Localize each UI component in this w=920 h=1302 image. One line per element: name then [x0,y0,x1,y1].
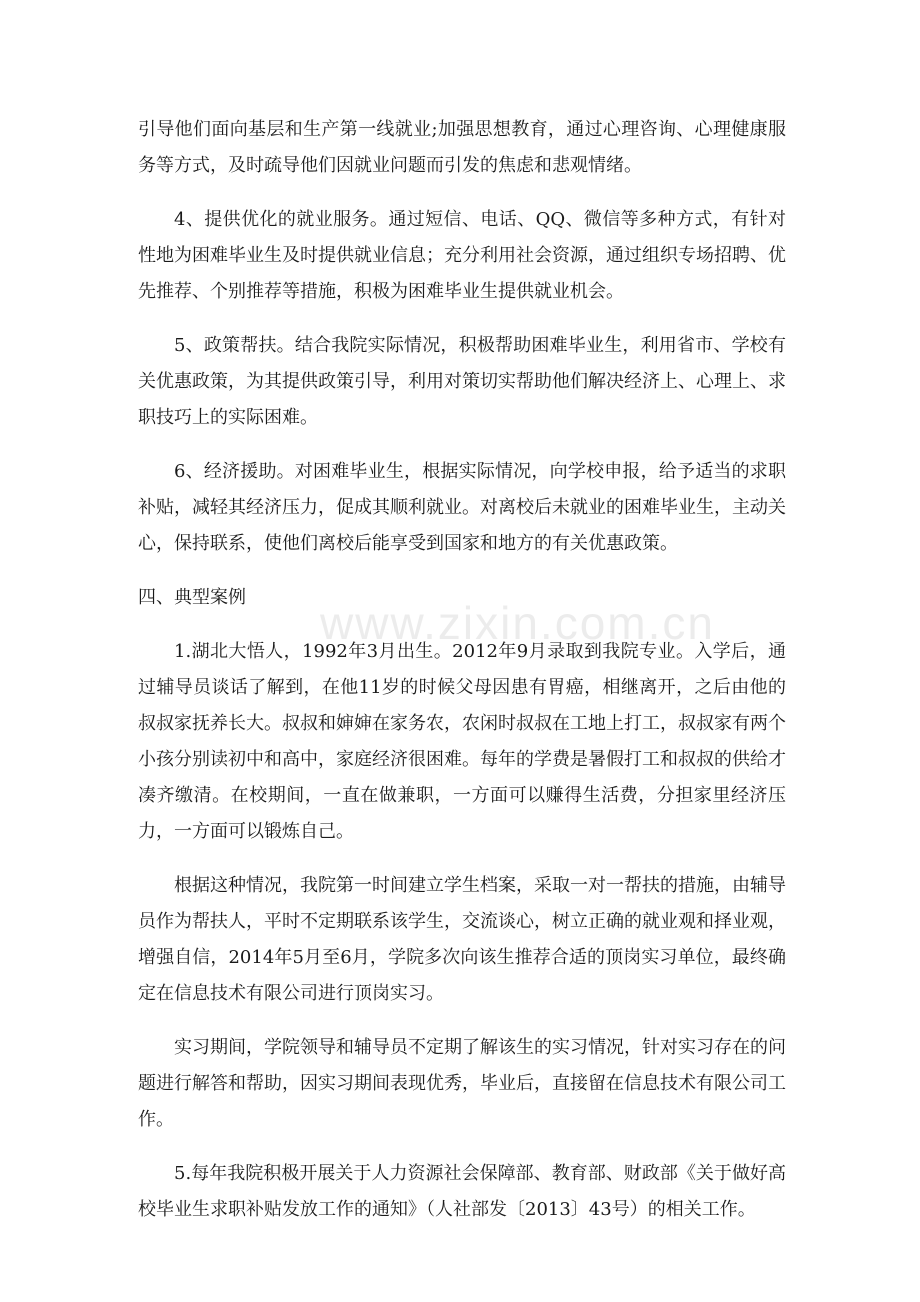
paragraph-case-5-subsidy: 5.每年我院积极开展关于人力资源社会保障部、教育部、财政部《关于做好高校毕业生求职补贴发放工作的通知》（人社部发〔2013〕43号）的相关工作。 [138,1163,786,1220]
paragraph-policy-support: 5、政策帮扶。结合我院实际情况，积极帮助困难毕业生，利用省市、学校有关优惠政策，为其提供政策引导，利用对策切实帮助他们解决经济上、心理上、求职技巧上的实际困难。 [138,335,786,428]
document-body [138,112,786,1246]
watermark: www.zixin.com.cn [320,597,715,649]
paragraph: 引导他们面向基层和生产第一线就业;加强思想教育，通过心理咨询、心理健康服务等方式，及时疏导他们因就业问题而引发的焦虑和悲观情绪。 [138,119,786,176]
section-heading-typical-cases: 四、典型案例 [138,587,246,608]
paragraph-case-1: 1.湖北大悟人，1992年3月出生。2012年9月录取到我院专业。入学后，通过辅导员谈话了解到，在他11岁的时候父母因患有胃癌，相继离开，之后由他的叔叔家抚养长大。叔叔和婶婶在家务农，农闲时叔叔在工地上打工，叔叔家有两个小孩分别读初中和高中，家庭经济很困难。每年的学费是暑假打工和叔叔的供给才凑齐缴清。在校期间，一直在做兼职，一方面可以赚得生活费，分担家里经济压力，一方面可以锻炼自己。 [138,641,786,842]
paragraph-case-1-measures: 根据这种情况，我院第一时间建立学生档案，采取一对一帮扶的措施，由辅导员作为帮扶人，平时不定期联系该学生，交流谈心，树立正确的就业观和择业观，增强自信，2014年5月至6月，学院多次向该生推荐合适的顶岗实习单位，最终确定在信息技术有限公司进行顶岗实习。 [138,875,786,1004]
paragraph-case-1-internship: 实习期间，学院领导和辅导员不定期了解该生的实习情况，针对实习存在的问题进行解答和帮助，因实习期间表现优秀，毕业后，直接留在信息技术有限公司工作。 [138,1037,786,1130]
paragraph-economic-aid: 6、经济援助。对困难毕业生，根据实际情况，向学校申报，给予适当的求职补贴，减轻其经济压力，促成其顺利就业。对离校后未就业的困难毕业生，主动关心，保持联系，使他们离校后能享受到国家和地方的有关优惠政策。 [138,461,786,554]
paragraph-employment-service: 4、提供优化的就业服务。通过短信、电话、QQ、微信等多种方式，有针对性地为困难毕业生及时提供就业信息；充分利用社会资源，通过组织专场招聘、优先推荐、个别推荐等措施，积极为困难毕业生提供就业机会。 [138,209,786,302]
